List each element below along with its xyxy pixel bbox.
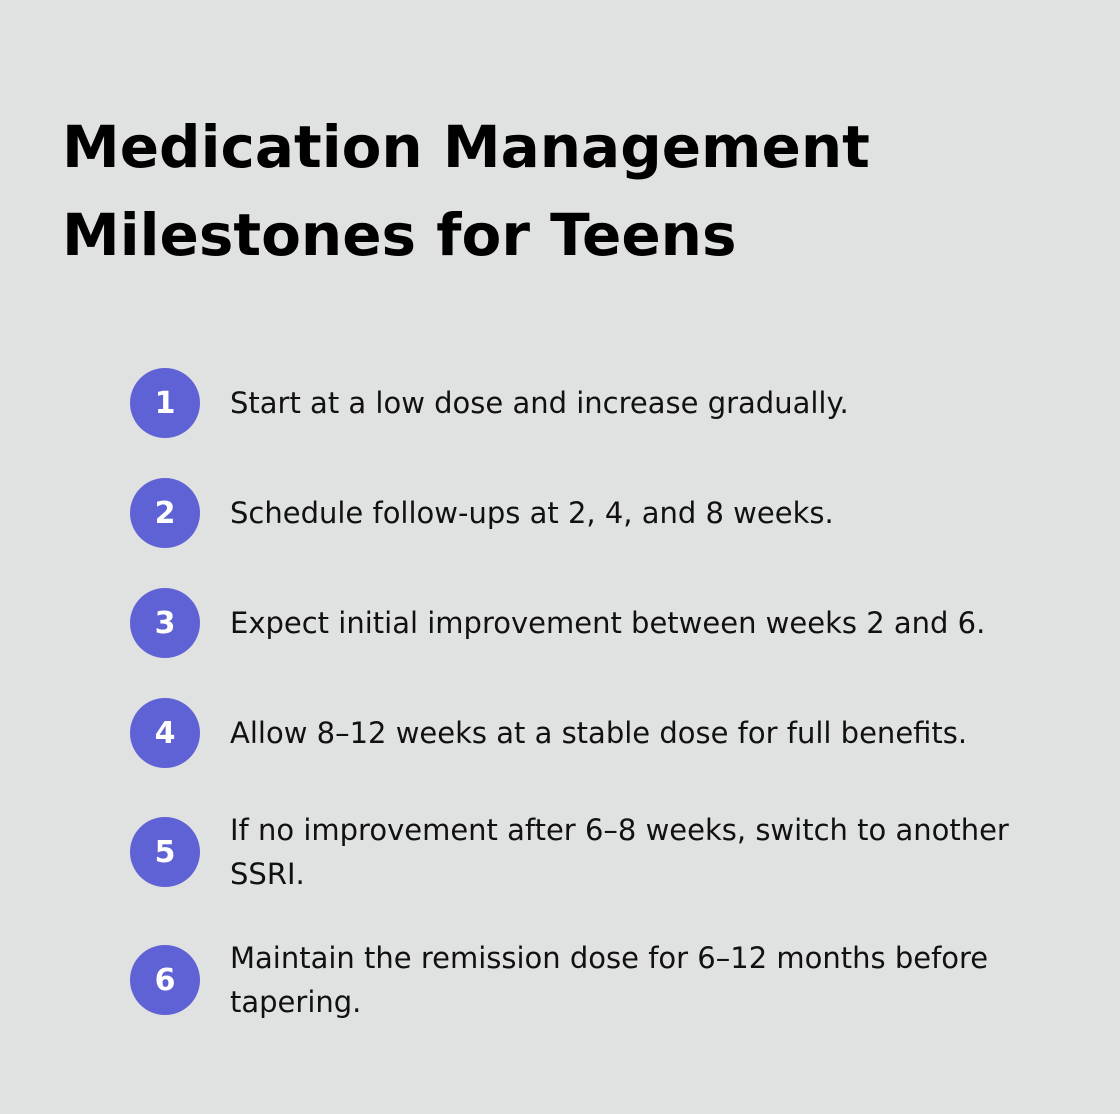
milestone-step-2 [130, 478, 1060, 548]
milestone-step-1 [130, 368, 1060, 438]
step-text: Maintain the remission dose for 6–12 months before tapering. [230, 941, 989, 1019]
milestone-step-6 [130, 936, 1060, 1024]
milestone-step-4 [130, 698, 1060, 768]
step-number-badge: 3 [130, 588, 200, 658]
step-number-badge: 1 [130, 368, 200, 438]
step-text: If no improvement after 6–8 weeks, switch to another SSRI. [230, 813, 1009, 891]
step-number-badge: 4 [130, 698, 200, 768]
milestone-step-5 [130, 808, 1060, 896]
step-text: Expect initial improvement between weeks 2 and 6. [230, 606, 986, 640]
step-number-badge: 6 [130, 945, 200, 1015]
page-title: Medication Management Milestones for Teens [62, 113, 870, 269]
step-text: Start at a low dose and increase gradually. [230, 386, 849, 420]
step-text: Schedule follow-ups at 2, 4, and 8 weeks. [230, 496, 834, 530]
step-number-badge: 5 [130, 817, 200, 887]
step-number-badge: 2 [130, 478, 200, 548]
milestone-step-3 [130, 588, 1060, 658]
step-text: Allow 8–12 weeks at a stable dose for full benefits. [230, 716, 968, 750]
